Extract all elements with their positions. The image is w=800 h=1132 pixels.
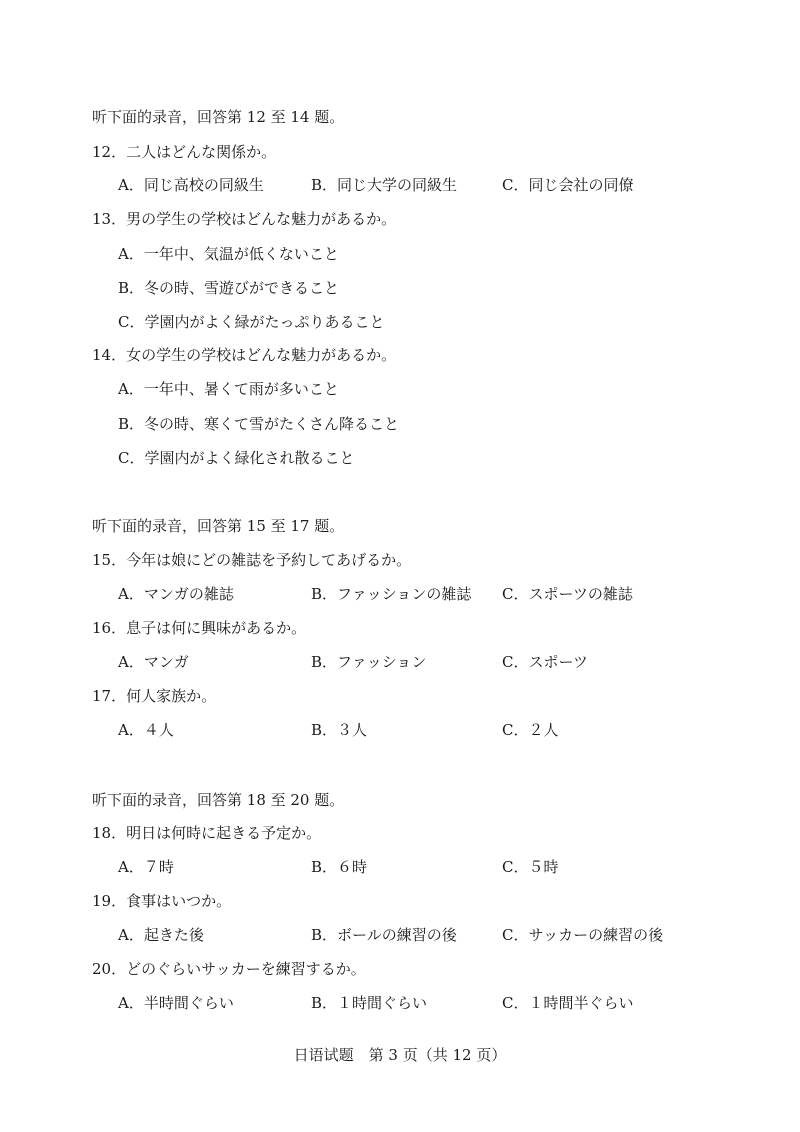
option-13-c: C．学園内がよく緑がたっぷりあること <box>118 313 385 331</box>
question-18: 18．明日は何時に起きる予定か。 <box>92 824 322 842</box>
question-20: 20．どのぐらいサッカーを練習するか。 <box>92 960 366 978</box>
question-17: 17．何人家族か。 <box>92 687 217 705</box>
option-20-b: B．１時間ぐらい <box>311 994 428 1012</box>
question-15: 15．今年は娘にどの雑誌を予約してあげるか。 <box>92 551 412 569</box>
option-18-a: A．７時 <box>118 858 174 876</box>
option-16-a: A．マンガ <box>118 653 189 671</box>
section-heading-12-14: 听下面的录音，回答第 12 至 14 题。 <box>92 108 345 126</box>
option-12-a: A．同じ高校の同級生 <box>118 176 264 194</box>
option-14-b: B．冬の時、寒くて雪がたくさん降ること <box>118 415 400 433</box>
option-17-b: B．３人 <box>311 721 368 739</box>
option-18-c: C．５時 <box>502 858 559 876</box>
option-17-a: A．４人 <box>118 721 174 739</box>
page-footer: 日语试题 第 3 页（共 12 页） <box>293 1046 507 1064</box>
question-19: 19．食事はいつか。 <box>92 892 232 910</box>
option-14-a: A．一年中、暑くて雨が多いこと <box>118 380 339 398</box>
option-15-b: B．ファッションの雑誌 <box>311 585 472 603</box>
option-18-b: B．６時 <box>311 858 368 876</box>
question-14: 14．女の学生の学校はどんな魅力があるか。 <box>92 346 397 364</box>
option-14-c: C．学園内がよく緑化され散ること <box>118 449 355 467</box>
option-19-c: C．サッカーの練習の後 <box>502 926 664 944</box>
option-20-a: A．半時間ぐらい <box>118 994 234 1012</box>
question-13: 13．男の学生の学校はどんな魅力があるか。 <box>92 210 397 228</box>
option-12-c: C．同じ会社の同僚 <box>502 176 634 194</box>
section-heading-18-20: 听下面的录音，回答第 18 至 20 题。 <box>92 791 345 809</box>
option-20-c: C．１時間半ぐらい <box>502 994 634 1012</box>
option-19-b: B．ボールの練習の後 <box>311 926 457 944</box>
option-15-a: A．マンガの雑誌 <box>118 585 234 603</box>
option-16-b: B．ファッション <box>311 653 427 671</box>
option-12-b: B．同じ大学の同級生 <box>311 176 458 194</box>
question-12: 12．二人はどんな関係か。 <box>92 143 277 161</box>
section-heading-15-17: 听下面的录音，回答第 15 至 17 题。 <box>92 517 345 535</box>
option-19-a: A．起きた後 <box>118 926 204 944</box>
option-17-c: C．２人 <box>502 721 559 739</box>
option-13-a: A．一年中、気温が低くないこと <box>118 245 339 263</box>
option-15-c: C．スポーツの雑誌 <box>502 585 633 603</box>
option-16-c: C．スポーツ <box>502 653 588 671</box>
option-13-b: B．冬の時、雪遊びができること <box>118 279 340 297</box>
question-16: 16．息子は何に興味があるか。 <box>92 619 307 637</box>
